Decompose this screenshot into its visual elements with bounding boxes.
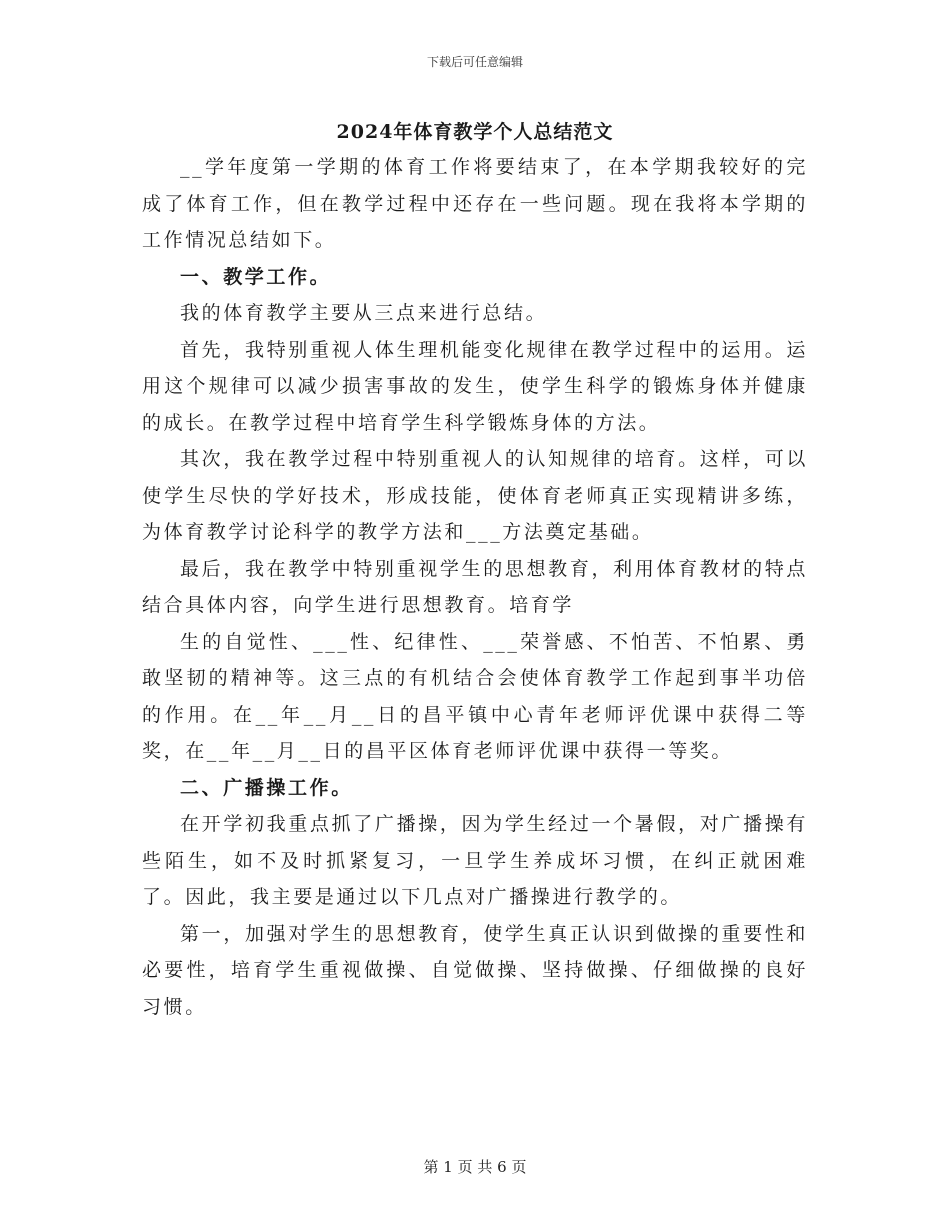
- section-heading-teaching: 一、教学工作。: [180, 265, 332, 288]
- paragraph: 第一，加强对学生的思想教育，使学生真正认识到做操的重要性和必要性，培育学生重视做操、自觉做操、坚持做操、仔细做操的良好习惯。: [142, 922, 808, 1018]
- paragraph: 其次，我在教学过程中特别重视人的认知规律的培育。这样，可以使学生尽快的学好技术，形成技能，使体育老师真正实现精讲多练，为体育教学讨论科学的教学方法和___方法奠定基础。: [142, 448, 808, 543]
- page-number: 第 1 页 共 6 页: [423, 1158, 527, 1176]
- paragraph: 首先，我特别重视人体生理机能变化规律在教学过程中的运用。运用这个规律可以减少损害事故的发生，使学生科学的锻炼身体并健康的成长。在教学过程中培育学生科学锻炼身体的方法。: [142, 338, 808, 434]
- paragraph: 生的自觉性、___性、纪律性、___荣誉感、不怕苦、不怕累、勇敢坚韧的精神等。这三点的有机结合会使体育教学工作起到事半功倍的作用。在__年__月__日的昌平镇中心青年老师评优课中获得二等奖，在__年__月__日的昌平区体育老师评优课中获得一等奖。: [142, 630, 808, 762]
- document-body: [142, 149, 808, 1025]
- section-heading-broadcast-exercise: 二、广播操工作。: [180, 776, 353, 799]
- document-title: 2024年体育教学个人总结范文: [336, 121, 614, 143]
- intro-paragraph: __学年度第一学期的体育工作将要结束了，在本学期我较好的完成了体育工作，但在教学过程中还存在一些问题。现在我将本学期的工作情况总结如下。: [142, 156, 808, 251]
- paragraph: 最后，我在教学中特别重视学生的思想教育，利用体育教材的特点结合具体内容，向学生进行思想教育。培育学: [142, 557, 808, 616]
- paragraph: 我的体育教学主要从三点来进行总结。: [180, 302, 548, 324]
- page-header-note: 下载后可任意编辑: [426, 55, 523, 69]
- paragraph: 在开学初我重点抓了广播操，因为学生经过一个暑假，对广播操有些陌生，如不及时抓紧复习，一旦学生养成坏习惯，在纠正就困难了。因此，我主要是通过以下几点对广播操进行教学的。: [142, 813, 808, 908]
